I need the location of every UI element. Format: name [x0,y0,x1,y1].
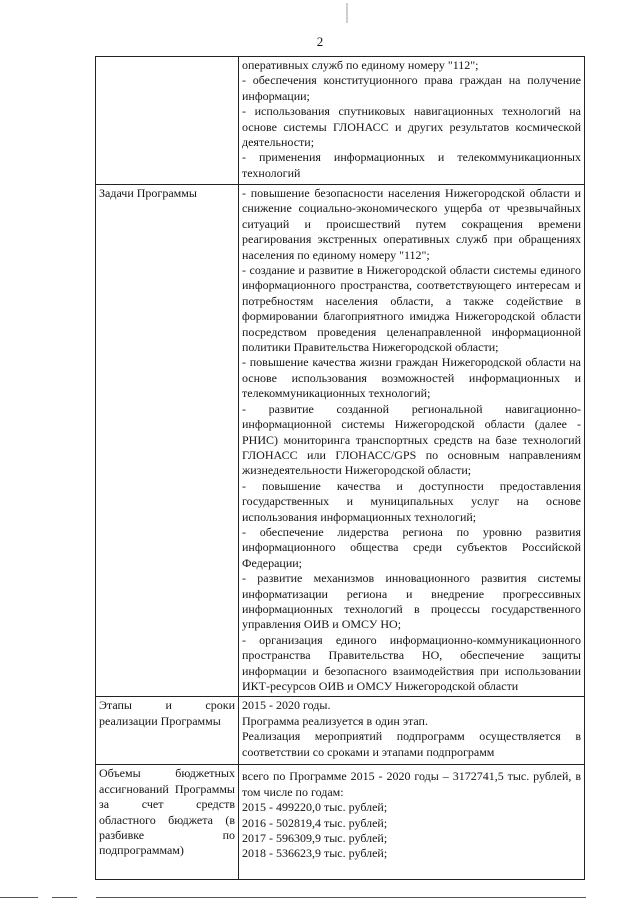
row-content-tasks [239,185,585,697]
table-row-continuation [96,57,585,185]
row-content-budget [239,765,585,880]
task-item: - организация единого информационно-коммуникационного пространства Правительства НО, обеспечение защиты информации и безопасного взаимодействия при использовании ИКТ-ресурсов ОИВ и ОМСУ Нижегородской области [242,632,581,693]
row-content-continuation [239,57,585,185]
task-item: - повышение безопасности населения Нижегородской области и снижение социально-экономического ущерба от чрезвычайных ситуаций и происшествий путем сокращения времени реагирования экстренных оперативных служб при обращениях населения по единому номеру "112"; [242,186,581,262]
content-line: 2018 - 536623,9 тыс. рублей; [242,846,388,861]
row-label-continuation [96,57,239,185]
table-row-stages [96,697,585,765]
content-line: Реализация мероприятий подпрограмм осуществляется в соответствии со сроками и этапами подпрограмм [242,729,581,759]
content-line: 2015 - 2020 годы. [242,698,331,713]
task-item: - повышение качества жизни граждан Нижегородской области на основе использования возможностей информационных и телекоммуникационных технологий; [242,355,581,401]
content-line: - использования спутниковых навигационных технологий на основе системы ГЛОНАСС и других результатов космической деятельности; [242,104,581,150]
page-number: 2 [316,34,324,49]
page-bottom-rule [0,897,38,898]
content-line: всего по Программе 2015 - 2020 годы – 3172741,5 тыс. рублей, в том числе по годам: [242,769,581,799]
row-label-stages: Этапы и сроки реализации Программы [96,697,239,765]
content-line: Программа реализуется в один этап. [242,713,428,728]
page-bottom-rule [96,897,586,898]
row-content-stages [239,697,585,765]
scan-artifact [346,3,348,23]
content-line: оперативных служб по единому номеру "112"; [242,58,479,72]
row-label-budget: Объемы бюджетных ассигнований Программы за счет средств областного бюджета (в разбивке по подпрограммам) [96,765,239,880]
task-item: - создание и развитие в Нижегородской области системы единого информационного пространства, соответствующего интересам и потребностям населения области, а также содействие в формировании благоприятного имиджа Нижегородской области посредством проведения целенаправленной информационной политики Правительства Нижегородской области; [242,263,581,355]
table-row-tasks [96,185,585,697]
content-line: - обеспечения конституционного права граждан на получение информации; [242,73,581,103]
content-line: - применения информационных и телекоммуникационных технологий [242,150,581,180]
task-item: - обеспечение лидерства региона по уровню развития информационного общества среди субъектов Российской Федерации; [242,524,581,570]
task-item: - развитие механизмов инновационного развития системы информатизации региона и внедрение прогрессивных информационных технологий в процессы государственного управления ОИВ и ОМСУ НО; [242,571,581,632]
content-line: 2015 - 499220,0 тыс. рублей; [242,800,388,815]
page-bottom-rule [52,897,77,898]
content-line: 2016 - 502819,4 тыс. рублей; [242,815,388,830]
table-row-budget [96,765,585,880]
row-label-tasks: Задачи Программы [96,185,239,697]
content-line: 2017 - 596309,9 тыс. рублей; [242,831,388,846]
program-passport-table [95,56,585,880]
task-item: - повышение качества и доступности предоставления государственных и муниципальных услуг на основе использования информационных технологий; [242,478,581,524]
task-item: - развитие созданной региональной навигационно-информационной системы Нижегородской области (далее - РНИС) мониторинга транспортных средств на базе технологий ГЛОНАСС или ГЛОНАСС/GPS по основным направлениям жизнедеятельности Нижегородской области; [242,401,581,478]
